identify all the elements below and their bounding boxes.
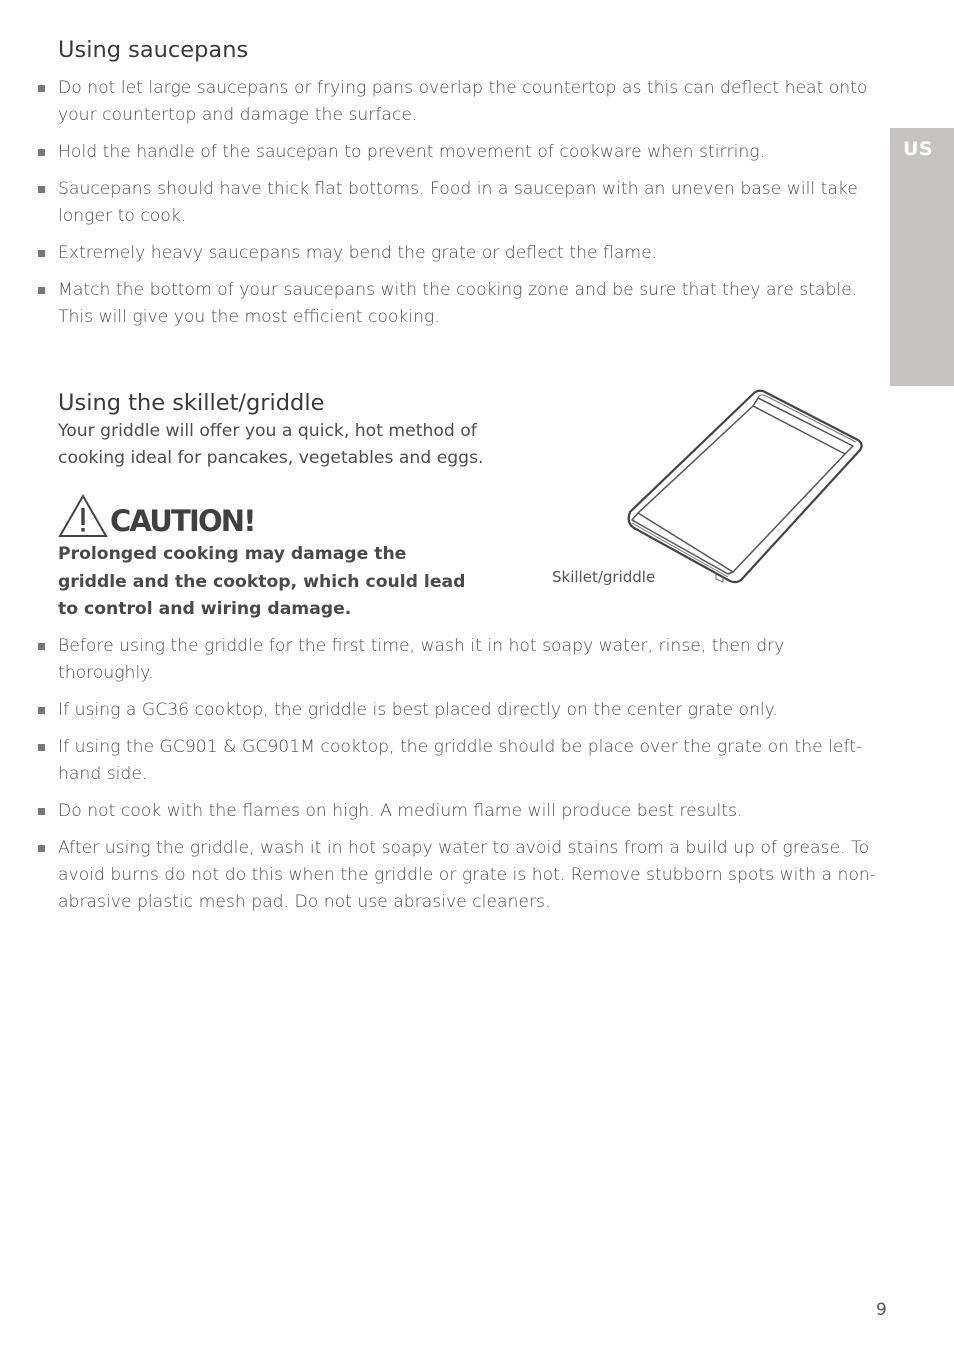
list-item: Saucepans should have thick flat bottoms. Food in a saucepan with an uneven base will take longer to cook. (0, 176, 880, 230)
saucepans-list (0, 75, 880, 341)
bullet-square-icon (38, 85, 45, 92)
caution-label: CAUTION! (110, 504, 255, 538)
list-item: If using the GC901 & GC901M cooktop, the griddle should be place over the grate on the left-hand side. (0, 734, 880, 788)
list-item: Hold the handle of the saucepan to prevent movement of cookware when stirring. (0, 139, 880, 166)
bullet-square-icon (38, 250, 45, 257)
page-number: 9 (876, 1300, 887, 1320)
bullet-square-icon (38, 808, 45, 815)
list-item: After using the griddle, wash it in hot soapy water to avoid stains from a build up of grease. To avoid burns do not do this when the griddle or grate is hot. Remove stubborn spots with a non-abrasive plastic mesh pad. Do not use abrasive cleaners. (0, 835, 880, 916)
list-item: Do not let large saucepans or frying pans overlap the countertop as this can deflect heat onto your countertop and damage the surface. (0, 75, 880, 129)
list-item: Match the bottom of your saucepans with the cooking zone and be sure that they are stable. This will give you the most efficient cooking. (0, 277, 880, 331)
list-item: Do not cook with the flames on high. A medium flame will produce best results. (0, 798, 880, 825)
bullet-square-icon (38, 744, 45, 751)
language-tab (890, 128, 954, 386)
bullet-square-icon (38, 287, 45, 294)
griddle-illustration (620, 386, 870, 586)
bullet-square-icon (38, 707, 45, 714)
bullet-square-icon (38, 149, 45, 156)
caution-text: Prolonged cooking may damage the griddle and the cooktop, which could lead to control and wiring damage. (58, 544, 466, 619)
griddle-list (0, 633, 880, 926)
griddle-intro: Your griddle will offer you a quick, hot method of cooking ideal for pancakes, vegetables and eggs. (58, 421, 484, 468)
figure-caption: Skillet/griddle (552, 568, 656, 586)
caution-heading (58, 494, 255, 538)
language-tab-label: US (903, 138, 934, 160)
bullet-square-icon (38, 643, 45, 650)
saucepans-heading: Using saucepans (58, 37, 249, 63)
list-item: Extremely heavy saucepans may bend the grate or deflect the flame. (0, 240, 880, 267)
bullet-square-icon (38, 186, 45, 193)
warning-triangle-icon (58, 494, 108, 538)
list-item: Before using the griddle for the first time, wash it in hot soapy water, rinse, then dry thoroughly. (0, 633, 880, 687)
list-item: If using a GC36 cooktop, the griddle is best placed directly on the center grate only. (0, 697, 880, 724)
bullet-square-icon (38, 845, 45, 852)
griddle-heading: Using the skillet/griddle (58, 390, 325, 416)
